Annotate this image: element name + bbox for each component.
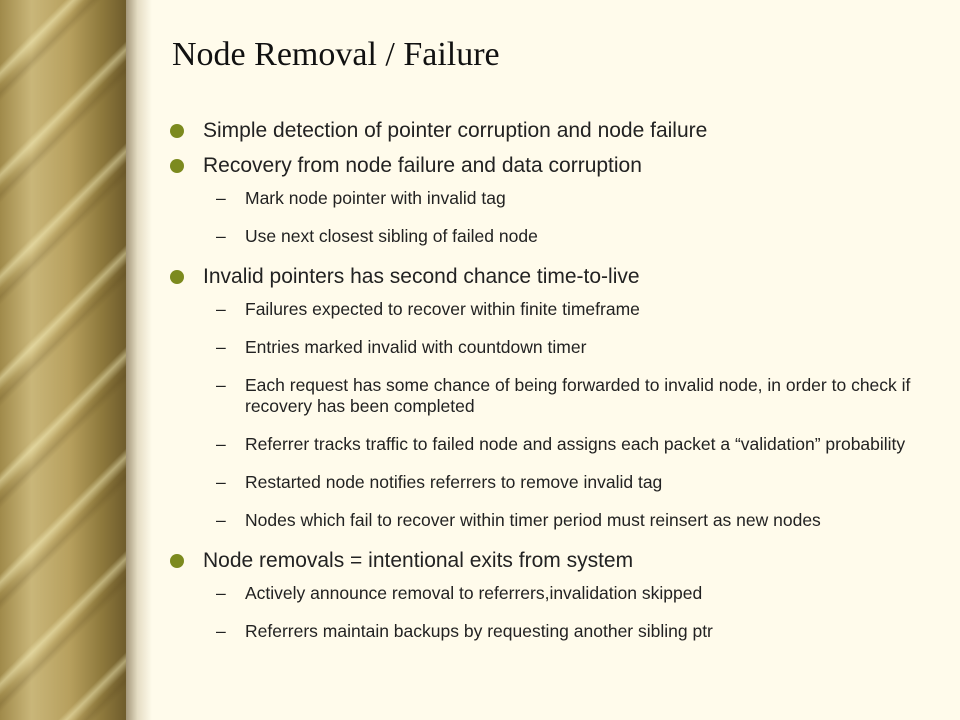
bullet-item — [170, 153, 930, 179]
dash-icon: – — [216, 226, 226, 246]
sub-bullet-item — [170, 188, 930, 209]
sub-bullet-item — [170, 299, 930, 320]
sub-bullet-text: Use next closest sibling of failed node — [245, 226, 538, 246]
stripe-shadow — [126, 0, 152, 720]
sub-bullet-item — [170, 375, 930, 417]
dash-icon: – — [216, 472, 226, 492]
dash-icon: – — [216, 434, 226, 454]
sub-bullet-text: Entries marked invalid with countdown timer — [245, 337, 587, 357]
sub-bullet-text: Each request has some chance of being forwarded to invalid node, in order to check if recovery has been completed — [245, 375, 911, 416]
sub-bullet-item — [170, 226, 930, 247]
dash-icon: – — [216, 583, 226, 603]
sub-bullet-text: Actively announce removal to referrers,invalidation skipped — [245, 583, 703, 603]
bullet-text: Invalid pointers has second chance time-to-live — [203, 265, 640, 288]
bullet-dot-icon — [170, 270, 184, 284]
sub-bullet-item — [170, 510, 930, 531]
dash-icon: – — [216, 510, 226, 530]
sub-bullet-text: Restarted node notifies referrers to remove invalid tag — [245, 472, 663, 492]
sub-bullet-text: Failures expected to recover within finite timeframe — [245, 299, 640, 319]
slide-body — [170, 110, 930, 659]
sub-bullet-text: Referrers maintain backups by requesting another sibling ptr — [245, 621, 713, 641]
bullet-text: Node removals = intentional exits from system — [203, 549, 634, 572]
bullet-dot-icon — [170, 124, 184, 138]
decorative-side-stripe — [0, 0, 126, 720]
sub-bullet-item — [170, 434, 930, 455]
slide-title: Node Removal / Failure — [172, 36, 500, 73]
sub-bullet-item — [170, 621, 930, 642]
bullet-dot-icon — [170, 554, 184, 568]
bullet-item — [170, 264, 930, 290]
dash-icon: – — [216, 299, 226, 319]
dash-icon: – — [216, 375, 226, 395]
sub-bullet-item — [170, 337, 930, 358]
dash-icon: – — [216, 188, 226, 208]
bullet-text: Simple detection of pointer corruption and node failure — [203, 119, 708, 142]
dash-icon: – — [216, 621, 226, 641]
dash-icon: – — [216, 337, 226, 357]
sub-bullet-item — [170, 472, 930, 493]
sub-bullet-text: Referrer tracks traffic to failed node and assigns each packet a “validation” probability — [245, 434, 906, 454]
bullet-item — [170, 118, 930, 144]
sub-bullet-item — [170, 583, 930, 604]
sub-bullet-text: Nodes which fail to recover within timer period must reinsert as new nodes — [245, 510, 821, 530]
bullet-item — [170, 548, 930, 574]
sub-bullet-text: Mark node pointer with invalid tag — [245, 188, 506, 208]
bullet-text: Recovery from node failure and data corruption — [203, 154, 642, 177]
bullet-dot-icon — [170, 159, 184, 173]
